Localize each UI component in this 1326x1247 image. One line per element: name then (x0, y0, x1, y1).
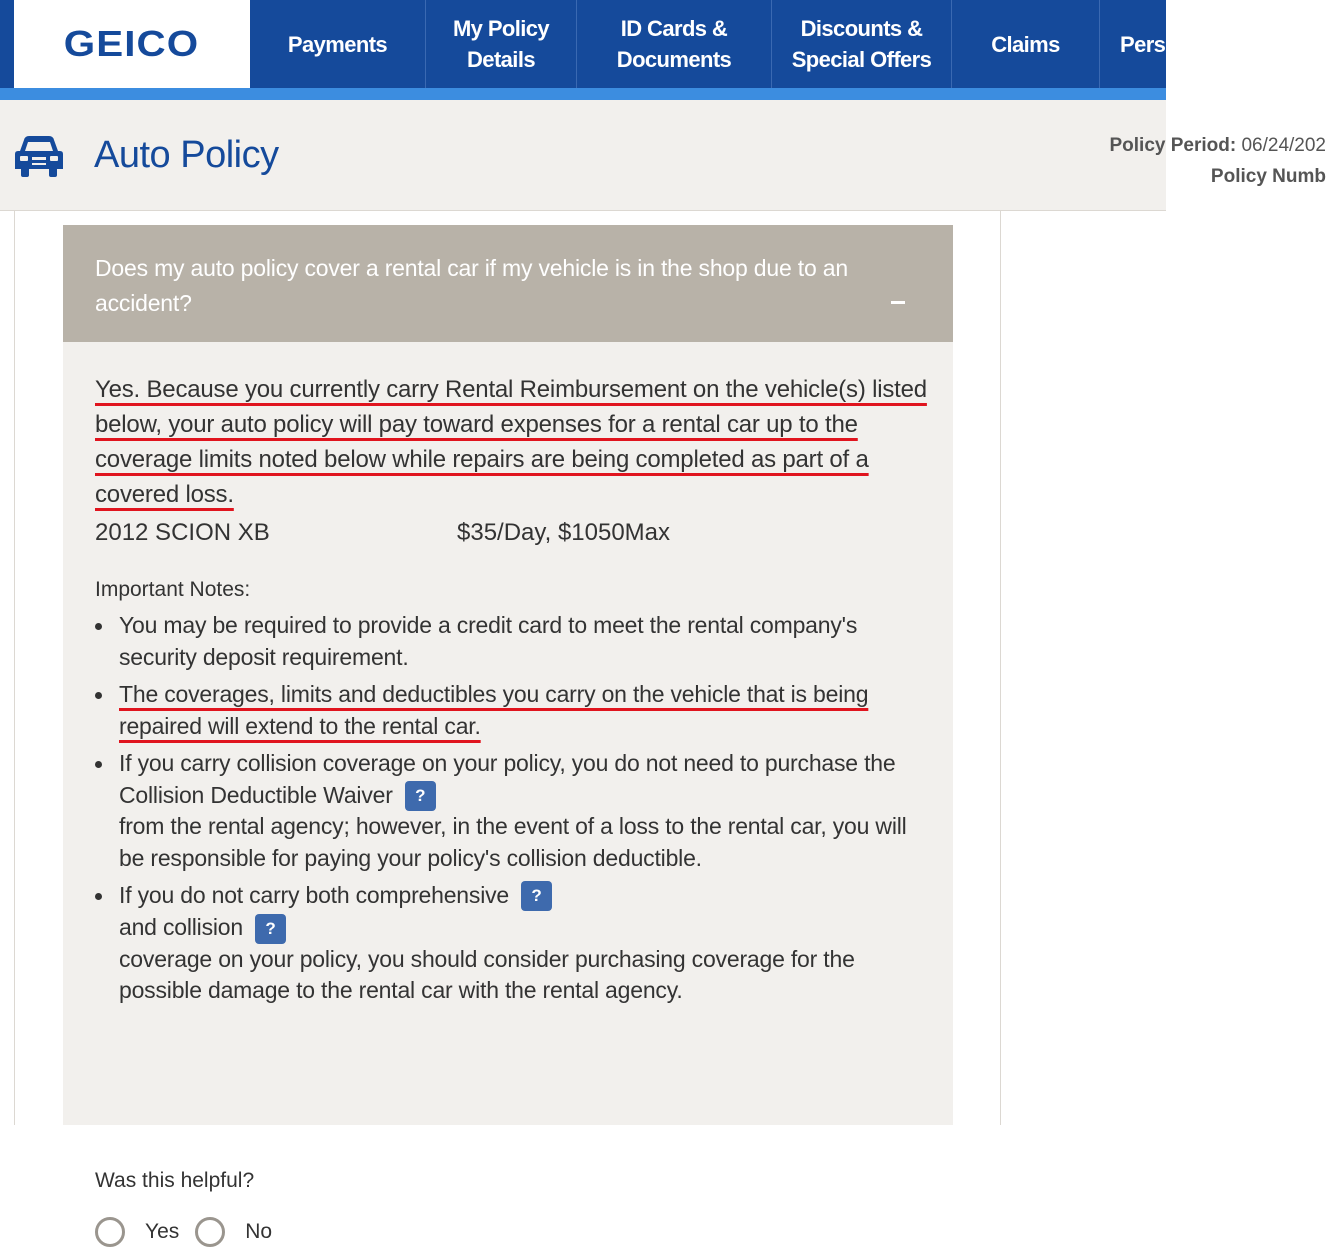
list-item (95, 748, 935, 874)
nav-discounts-special-offers[interactable] (772, 0, 952, 88)
note-text: If you do not carry both comprehensive (119, 882, 510, 909)
notes-title: Important Notes: (95, 578, 251, 601)
note-text: and collision (119, 913, 243, 940)
no-radio[interactable] (195, 1217, 225, 1247)
policy-period-label: Policy Period: (1109, 135, 1237, 156)
yes-radio[interactable] (95, 1217, 125, 1247)
right-divider (1000, 211, 1001, 1125)
logo-text: GEICO (64, 23, 200, 64)
faq-answer-highlight: Yes. Because you currently carry Rental Reimbursement on the vehicle(s) listed below, your auto policy will pay toward expenses for a rental car up to the coverage limits noted below while repairs are being completed as part of a covered loss. (95, 376, 927, 508)
geico-logo[interactable] (14, 0, 250, 88)
policy-period-value: 06/24/202 (1241, 135, 1326, 156)
nav-menu (250, 0, 1166, 88)
no-label[interactable]: No (245, 1220, 273, 1243)
help-icon-comprehensive[interactable]: ? (521, 881, 552, 911)
list-item (95, 880, 935, 1006)
list-item (95, 679, 935, 742)
faq-question-header[interactable] (63, 225, 953, 342)
nav-payments-label: Payments (287, 31, 388, 57)
vehicle-name: 2012 SCION XB (95, 519, 270, 546)
nav-payments[interactable] (250, 0, 426, 88)
note-text-highlight: The coverages, limits and deductibles you carry on the vehicle that is being repaired will extend to the rental car. (119, 681, 869, 739)
note-text: You may be required to provide a credit card to meet the rental company's security deposit requirement. (119, 612, 858, 670)
yes-label[interactable]: Yes (145, 1220, 180, 1243)
nav-discounts-label: Discounts & Special Offers (791, 16, 932, 72)
important-notes-list (95, 610, 935, 1013)
collapse-minus-icon[interactable] (891, 301, 905, 304)
nav-claims-label: Claims (991, 31, 1060, 57)
note-text: If you carry collision coverage on your policy, you do not need to purchase the Collision Deductible Waiver (119, 750, 896, 808)
policy-number-label: Policy Numb (1210, 166, 1326, 187)
page-title: Auto Policy (94, 134, 279, 176)
policy-header (0, 100, 1326, 211)
helpful-question: Was this helpful? (95, 1169, 255, 1192)
rental-limit: $35/Day, $1050Max (457, 519, 671, 546)
top-navigation (0, 0, 1166, 88)
nav-id-cards-documents[interactable] (577, 0, 772, 88)
note-text: coverage on your policy, you should consider purchasing coverage for the possible damage to the rental car with the rental agency. (119, 945, 855, 1004)
help-icon-collision[interactable]: ? (255, 914, 286, 944)
policy-period (1109, 130, 1326, 161)
left-divider (14, 211, 15, 1125)
policy-meta (1109, 130, 1326, 192)
help-icon-collision-waiver[interactable]: ? (405, 781, 436, 811)
nav-accent-bar (0, 88, 1166, 100)
nav-personal[interactable] (1100, 0, 1166, 88)
nav-my-policy-details-label: My Policy Details (452, 16, 550, 72)
nav-personal-label: Pers (1120, 31, 1166, 57)
nav-claims[interactable] (952, 0, 1100, 88)
note-text: from the rental agency; however, in the event of a loss to the rental car, you will be responsible for paying your policy's collision deductible. (119, 813, 907, 871)
nav-id-cards-documents-label: ID Cards & Documents (616, 16, 732, 72)
nav-my-policy-details[interactable] (426, 0, 577, 88)
faq-question: Does my auto policy cover a rental car if my vehicle is in the shop due to an accident? (95, 255, 848, 316)
helpful-radio-group (95, 1217, 288, 1247)
list-item (95, 610, 935, 673)
car-icon (14, 134, 64, 178)
policy-number (1109, 161, 1326, 192)
faq-answer-text (95, 372, 935, 512)
faq-accordion (63, 225, 953, 1243)
